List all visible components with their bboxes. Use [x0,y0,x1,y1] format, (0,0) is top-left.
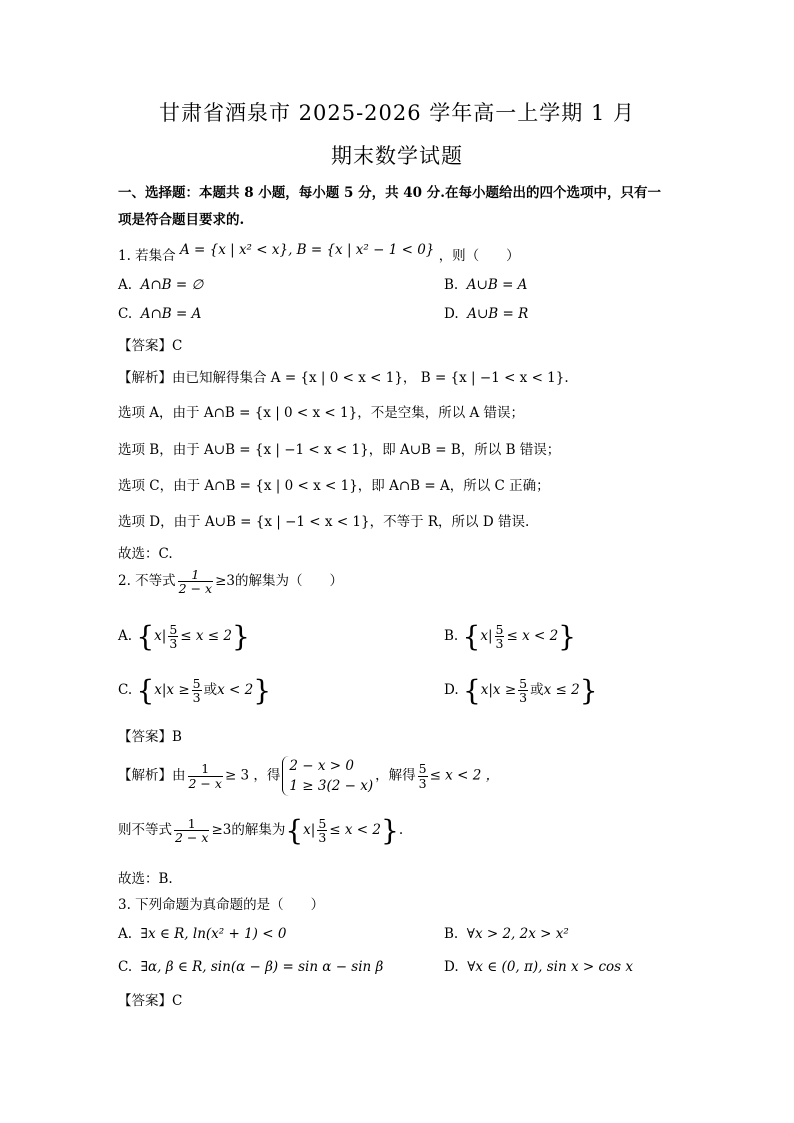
q2c-den: 3 [192,690,201,705]
q2-option-b-label: B. [444,628,459,644]
q1-option-d: D. A∪B = R [444,306,529,322]
q1-stem-math: A = {x | x² < x}, B = {x | x² − 1 < 0} [179,242,435,258]
doc-title: 甘肃省酒泉市 2025-2026 学年高一上学期 1 月 [158,101,636,125]
q1-analysis-line3: 选项 B，由于 A∪B = {x | −1 < x < 1}，即 A∪B = B，所以 B 错误； [118,442,561,458]
q2-option-a: A. {x| $\frac{5}{3}$ ≤ x ≤ 2} [118,620,250,653]
q3-option-d: D. ∀x ∈ (0, π), sin x > cos x [444,959,633,975]
q2b-num: 5 [495,621,504,637]
q2b-den: 3 [495,636,504,651]
q2-system [282,756,373,796]
q1-stem [118,244,520,264]
q2a-num: 5 [169,621,178,637]
q2-an2-frac-num: 1 [174,817,209,831]
q1-option-b-text: A∪B = A [466,277,528,293]
section-heading-line2: 项是符合题目要求的. [118,212,245,228]
q2-conclusion: 故选：B. [118,871,173,887]
q2-an-text2: ≥ 3 ，得 [224,767,281,784]
q3-option-a-text: ∃x ∈ R, ln(x² + 1) < 0 [140,926,287,942]
q2-frac-num: 1 [178,568,213,582]
q2d-den: 3 [519,690,528,705]
q2-stem [118,568,343,595]
q1-analysis-text1: 由已知解得集合 A = {x | 0 < x < 1}， B = {x | −1 < x < 1}. [172,370,569,386]
q1-analysis-line2: 选项 A，由于 A∩B = {x | 0 < x < 1}，不是空集，所以 A 错误； [118,405,525,421]
q2-analysis-line2: 则不等式 $\frac{1}{2 - x}$ ≥3的解集为{x| $\frac{5}{3}$ ≤ x < 2}. [118,814,404,847]
q2-system-line1: 2 − x > 0 [289,758,355,774]
q1-option-b: B. A∪B = A [444,277,528,293]
q2c-num: 5 [192,675,201,691]
q1-answer: 【答案】C [118,338,183,354]
q3-answer: 【答案】C [118,993,183,1009]
q3-option-d-text: ∀x ∈ (0, π), sin x > cos x [467,959,633,975]
q2-system-line2: 1 ≥ 3(2 − x) [289,778,374,794]
q2-analysis-line1 [118,756,499,796]
q2-option-d: D. {x|x ≥ $\frac{5}{3}$ 或x ≤ 2} [444,674,598,707]
doc-subtitle: 期末数学试题 [331,144,463,168]
q3-option-c: C. ∃α, β ∈ R, sin(α − β) = sin α − sin β [118,959,384,975]
q2-option-c-label: C. [118,682,133,698]
q1-stem-suffix: ，则（ ） [438,248,520,264]
q2-an2-five: 5 [318,815,327,831]
q2-an2-three: 3 [318,830,327,845]
q2-analysis-label: 【解析】 [118,767,172,784]
q1-analysis-label: 【解析】 [118,370,172,386]
q2-frac-den: 2 − x [178,581,213,597]
q2-an-text1: 由 [172,767,186,784]
section-heading-line1: 一、选择题：本题共 8 小题，每小题 5 分，共 40 分.在每小题给出的四个选项中，只有一 [118,185,661,201]
q1-conclusion: 故选：C. [118,546,173,562]
q1-analysis-line5: 选项 D，由于 A∪B = {x | −1 < x < 1}，不等于 R，所以 D 错误. [118,514,530,530]
q2a-den: 3 [169,636,178,651]
q2-stem-fraction [178,568,213,595]
q2-an-frac-num: 1 [188,762,223,776]
q2-an-three: 3 [418,775,427,791]
q2-an-frac-den: 2 − x [188,775,222,791]
q2-stem-suffix: ≥3的解集为（ ） [215,573,344,590]
q1-option-a: A. A∩B = ∅ [118,277,204,293]
q2-option-a-label: A. [118,628,133,644]
q1-analysis-line4: 选项 C，由于 A∩B = {x | 0 < x < 1}，即 A∩B = A，所以 C 正确； [118,478,550,494]
q1-option-d-text: A∪B = R [467,306,529,322]
q1-option-c-text: A∩B = A [140,306,202,322]
q1-analysis-line1 [118,366,569,386]
q1-option-c: C. A∩B = A [118,306,202,322]
q2d-num: 5 [519,675,528,691]
q3-stem: 3. 下列命题为真命题的是（ ） [118,897,325,913]
q1-stem-prefix: 1. 若集合 [118,248,176,264]
q2-an-line2-mid: ≥3的解集为 [211,822,286,838]
q2-answer: 【答案】B [118,729,182,745]
q3-option-b-text: ∀x > 2, 2x > x² [466,926,569,942]
q2-an-line2-prefix: 则不等式 [118,822,172,838]
q3-option-c-text: ∃α, β ∈ R, sin(α − β) = sin α − sin β [140,959,384,975]
q1-option-a-text: A∩B = ∅ [140,277,204,293]
q2-option-b: B. {x| $\frac{5}{3}$ ≤ x < 2} [444,620,576,653]
q2c-or: 或 [203,682,218,698]
q2-an-text4: ≤ x < 2 ， [429,767,500,784]
q3-option-b: B. ∀x > 2, 2x > x² [444,926,569,942]
q2-an-five: 5 [418,761,427,777]
q2d-or: 或 [530,682,544,698]
q2-an2-frac-den: 2 − x [175,830,209,845]
q2-an-text3: ，解得 [375,767,416,784]
q2-option-c: C. {x|x ≥ $\frac{5}{3}$ 或x < 2} [118,674,272,707]
q3-option-a: A. ∃x ∈ R, ln(x² + 1) < 0 [118,926,287,942]
q2-option-d-label: D. [444,682,459,698]
q2-stem-prefix: 2. 不等式 [118,573,176,590]
